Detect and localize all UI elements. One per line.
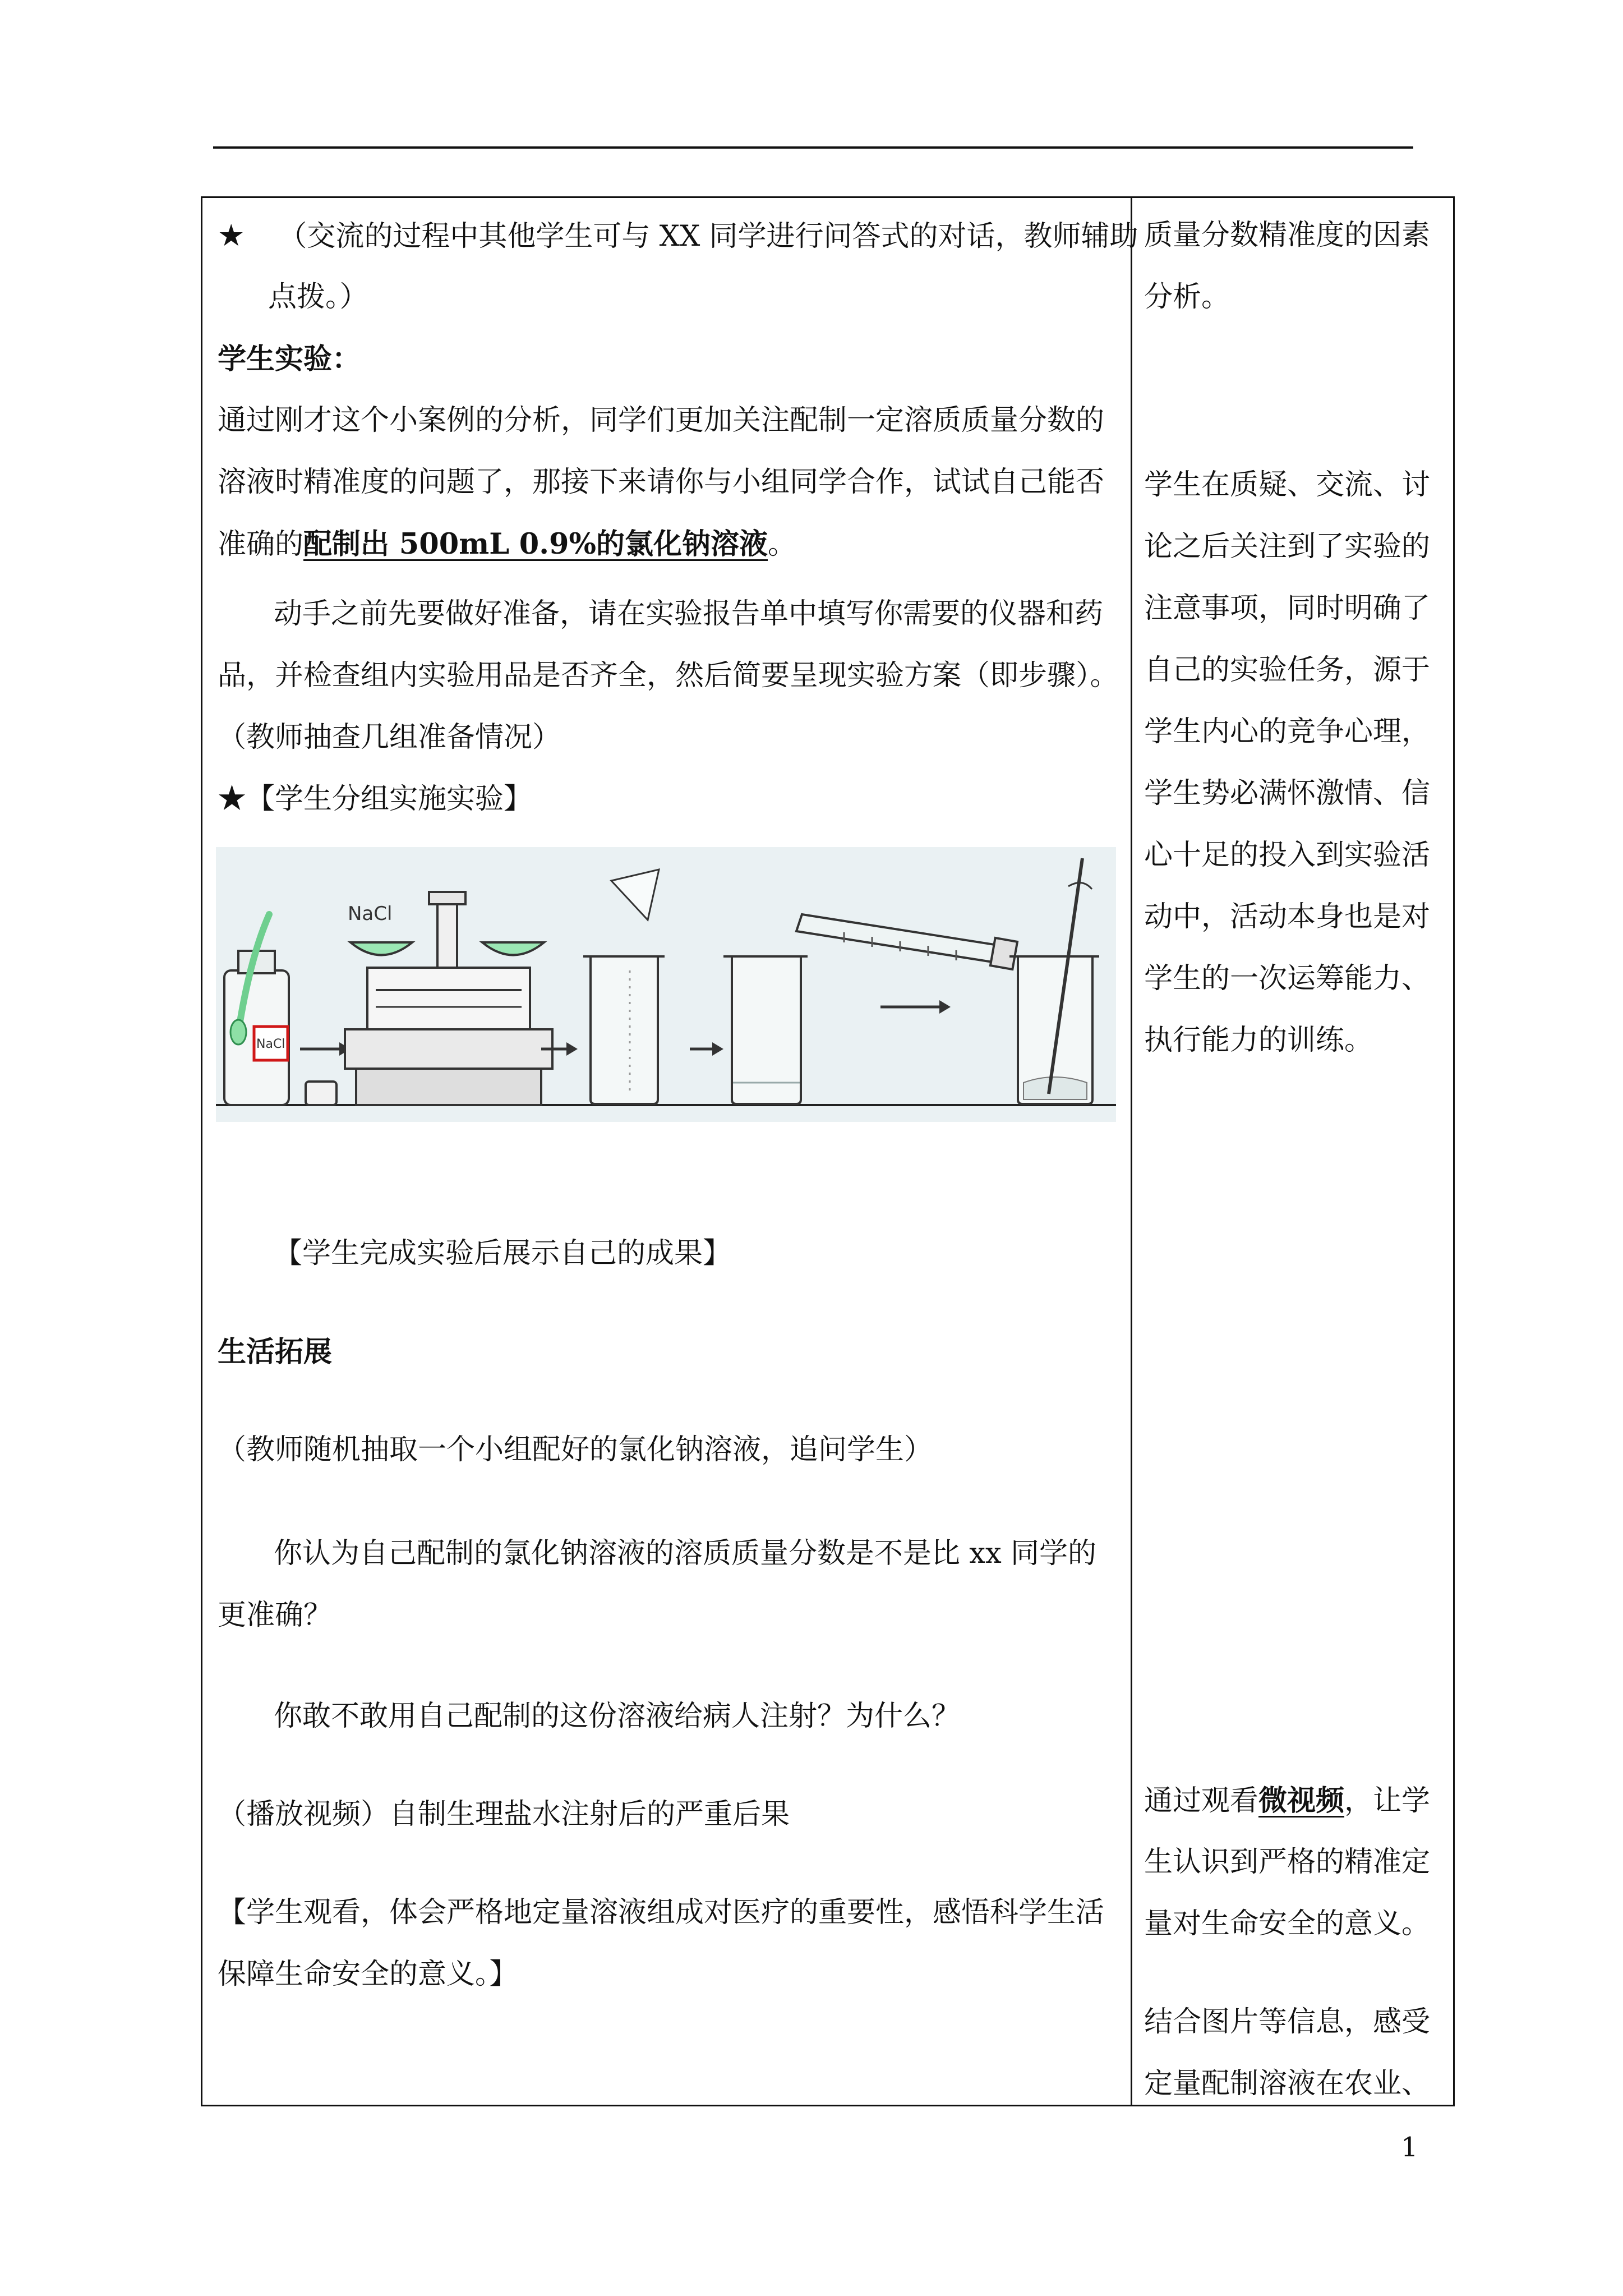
beaker-icon xyxy=(1009,956,1099,1104)
paragraph-discussion-line1 xyxy=(218,205,1138,268)
paragraph-prep-line1: 动手之前先要做好准备，请在实验报告单中填写你需要的仪器和药 xyxy=(274,597,1104,631)
experiment-illustration xyxy=(216,847,1116,1122)
side-note2-line3: 注意事项，同时明确了 xyxy=(1144,592,1431,625)
student-watch-line1: 【学生观看，体会严格地定量溶液组成对医疗的重要性，感悟科学生活 xyxy=(218,1896,1105,1929)
micro-video-emphasis: 微视频 xyxy=(1258,1784,1345,1818)
heading-student-experiment: 学生实验： xyxy=(218,342,361,376)
paragraph-discussion-line2: 点拨。） xyxy=(268,280,368,314)
page-number: 1 xyxy=(1401,2132,1418,2163)
video-note: （播放视频）自制生理盐水注射后的严重后果 xyxy=(218,1798,790,1831)
paragraph-intro-line3 xyxy=(218,513,796,576)
side-note1-line2: 分析。 xyxy=(1144,280,1230,314)
side-note2-line6: 学生势必满怀激情、信 xyxy=(1144,777,1431,810)
side-note2-line1: 学生在质疑、交流、讨 xyxy=(1144,468,1431,501)
arrow-icon xyxy=(880,1000,951,1014)
beaker-icon xyxy=(583,956,665,1104)
table-column-divider xyxy=(1131,196,1132,2106)
star-marker: ★ xyxy=(218,218,245,253)
weighing-paper-icon xyxy=(611,869,659,920)
arrow-icon xyxy=(690,1042,723,1056)
student-watch-line2: 保障生命安全的意义。】 xyxy=(218,1958,518,1991)
side-note3-prefix: 通过观看 xyxy=(1144,1784,1259,1818)
intro-prefix: 准确的 xyxy=(218,528,304,561)
side-note3-line1 xyxy=(1144,1770,1430,1832)
beaker-icon xyxy=(723,956,808,1104)
task-emphasis: 配制出 500mL 0.9%的氯化钠溶液 xyxy=(303,527,768,561)
side-note2-line8: 动中，活动本身也是对 xyxy=(1144,900,1431,933)
results-display-note: 【学生完成实验后展示自己的成果】 xyxy=(274,1237,732,1270)
side-note2-line2: 论之后关注到了实验的 xyxy=(1144,530,1431,563)
arrow-icon xyxy=(300,1042,351,1056)
bottle-cap-icon xyxy=(306,1082,336,1105)
side-note3-line3: 量对生命安全的意义。 xyxy=(1144,1907,1431,1940)
side-note3-line2: 生认识到严格的精准定 xyxy=(1144,1846,1431,1879)
side-note4-line1: 结合图片等信息，感受 xyxy=(1144,2005,1431,2039)
paragraph-prep-line3: （教师抽查几组准备情况） xyxy=(218,721,561,754)
teacher-question-note: （教师随机抽取一个小组配好的氯化钠溶液，追问学生） xyxy=(218,1433,933,1466)
side-note3-suffix: ，让学 xyxy=(1344,1784,1431,1818)
experiment-diagram xyxy=(216,847,1116,1122)
paragraph-intro-line1: 通过刚才这个小案例的分析，同学们更加关注配制一定溶质质量分数的 xyxy=(218,404,1105,437)
side-note4-line2: 定量配制溶液在农业、 xyxy=(1144,2067,1431,2100)
graduated-cylinder-icon xyxy=(796,914,1017,969)
side-note2-line9: 学生的一次运筹能力、 xyxy=(1144,962,1431,995)
side-note2-line10: 执行能力的训练。 xyxy=(1144,1024,1373,1057)
question-accuracy-line2: 更准确？ xyxy=(218,1599,333,1632)
nacl-label: NaCl xyxy=(348,903,393,925)
balance-scale-icon xyxy=(345,892,552,1105)
side-note1-line1: 质量分数精准度的因素 xyxy=(1144,219,1431,252)
paragraph-intro-line2: 溶液时精准度的问题了，那接下来请你与小组同学合作，试试自己能否 xyxy=(218,466,1105,499)
paragraph-prep-line2: 品，并检查组内实验用品是否齐全，然后简要呈现实验方案（即步骤）。 xyxy=(218,659,1119,692)
header-rule xyxy=(213,146,1413,149)
intro-suffix: 。 xyxy=(768,528,797,561)
group-experiment-heading: ★【学生分组实施实验】 xyxy=(218,783,533,816)
heading-life-extension: 生活拓展 xyxy=(218,1335,333,1369)
reagent-bottle-icon xyxy=(224,914,289,1105)
side-note2-line7: 心十足的投入到实验活 xyxy=(1144,839,1431,872)
bottle-label-text: NaCl xyxy=(256,1037,285,1051)
question-accuracy-line1: 你认为自己配制的氯化钠溶液的溶质质量分数是不是比 xx 同学的 xyxy=(274,1537,1096,1570)
paragraph-discussion-text: （交流的过程中其他学生可与 XX 同学进行问答式的对话，教师辅助 xyxy=(278,220,1138,253)
question-injection: 你敢不敢用自己配制的这份溶液给病人注射？为什么？ xyxy=(274,1700,961,1733)
side-note2-line4: 自己的实验任务，源于 xyxy=(1144,654,1431,687)
side-note2-line5: 学生内心的竞争心理， xyxy=(1144,715,1431,748)
